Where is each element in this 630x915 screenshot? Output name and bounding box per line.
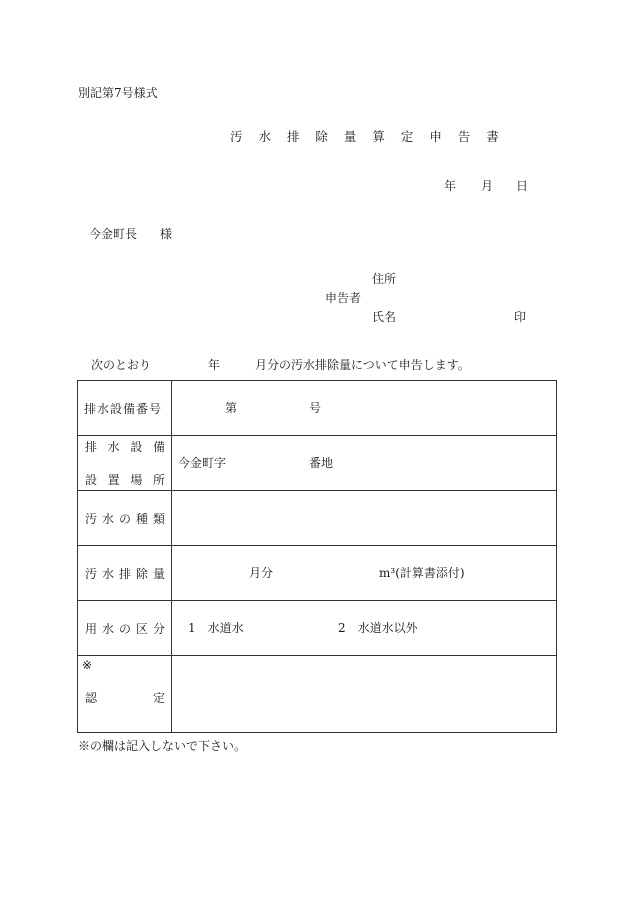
- declarant-label: 申告者: [325, 291, 362, 305]
- document-title: 汚 水 排 除 量 算 定 申 告 書: [230, 129, 505, 144]
- volume-month: 月分: [249, 566, 274, 580]
- intro-prefix: 次のとおり: [91, 358, 152, 372]
- table-row: [78, 656, 557, 733]
- addressee-honorific: 様: [160, 227, 173, 241]
- label-char: 定: [152, 691, 165, 705]
- addressee-name: 今金町長: [89, 227, 138, 241]
- label-char: 分: [152, 621, 165, 636]
- table-row: [78, 491, 557, 546]
- drainage-number-field[interactable]: [172, 381, 557, 436]
- label-char: 所: [152, 473, 165, 487]
- label-char: 場: [130, 473, 143, 487]
- intro-suffix: 月分の汚水排除量について申告します。: [255, 358, 470, 372]
- label-line: [78, 689, 171, 706]
- label-char: 水: [107, 440, 120, 454]
- label-char: 水: [101, 621, 114, 636]
- sewage-type-field[interactable]: [172, 491, 557, 546]
- drainage-location-label: [78, 436, 172, 491]
- name-label: 氏名: [372, 310, 397, 324]
- option-tap-water[interactable]: 1 水道水: [188, 621, 244, 635]
- label-char: 類: [152, 511, 165, 526]
- approval-field: [172, 656, 557, 733]
- label-char: 認: [85, 691, 98, 705]
- label-char: 排: [85, 440, 98, 454]
- label-line: [78, 620, 171, 637]
- seal-mark: 印: [514, 310, 527, 324]
- sewage-volume-field[interactable]: [172, 546, 557, 601]
- label-char: 区: [135, 621, 148, 636]
- form-number: 別記第7号様式: [78, 86, 158, 100]
- label-char: 水: [101, 511, 114, 526]
- water-source-label: [78, 601, 172, 656]
- label-char: 備: [152, 440, 165, 454]
- drainage-number-label: [78, 381, 172, 436]
- table-row: [78, 546, 557, 601]
- address-label: 住所: [372, 272, 397, 286]
- option-other-water[interactable]: 2 水道水以外: [338, 621, 418, 635]
- date-year-label: 年: [444, 179, 457, 193]
- label-char: 設: [130, 440, 143, 454]
- label-char: の: [118, 511, 131, 526]
- label-char: 排: [118, 566, 131, 581]
- label-char: 水: [101, 566, 114, 581]
- location-suffix: 番地: [309, 456, 334, 470]
- label-char: 量: [152, 566, 165, 581]
- label-line: [78, 510, 171, 527]
- footnote: ※の欄は記入しないで下さい。: [78, 739, 247, 753]
- label-line-2: [78, 471, 171, 488]
- label-line-1: [78, 438, 171, 455]
- label-char: 種: [135, 511, 148, 526]
- label-char: 汚: [85, 511, 98, 526]
- water-source-field[interactable]: [172, 601, 557, 656]
- number-prefix: 第: [225, 401, 238, 415]
- label-char: 汚: [85, 566, 98, 581]
- volume-unit: m³(計算書添付): [379, 566, 465, 580]
- table-row: [78, 436, 557, 491]
- date-day-label: 日: [516, 179, 529, 193]
- table-row: [78, 381, 557, 436]
- table-row: [78, 601, 557, 656]
- date-month-label: 月: [481, 179, 494, 193]
- office-use-mark: ※: [82, 658, 93, 672]
- drainage-location-field[interactable]: [172, 436, 557, 491]
- declaration-table: [77, 380, 557, 733]
- drainage-number-label-text: 排水設備番号: [84, 401, 163, 416]
- sewage-type-label: [78, 491, 172, 546]
- label-char: 用: [85, 621, 98, 636]
- label-char: 置: [107, 473, 120, 487]
- label-char: の: [118, 621, 131, 636]
- approval-label: [78, 656, 172, 733]
- sewage-volume-label: [78, 546, 172, 601]
- label-char: 設: [85, 473, 98, 487]
- label-line: [78, 565, 171, 582]
- label-char: 除: [135, 566, 148, 581]
- location-prefix: 今金町字: [178, 456, 227, 470]
- intro-year: 年: [208, 358, 221, 372]
- number-suffix: 号: [309, 401, 322, 415]
